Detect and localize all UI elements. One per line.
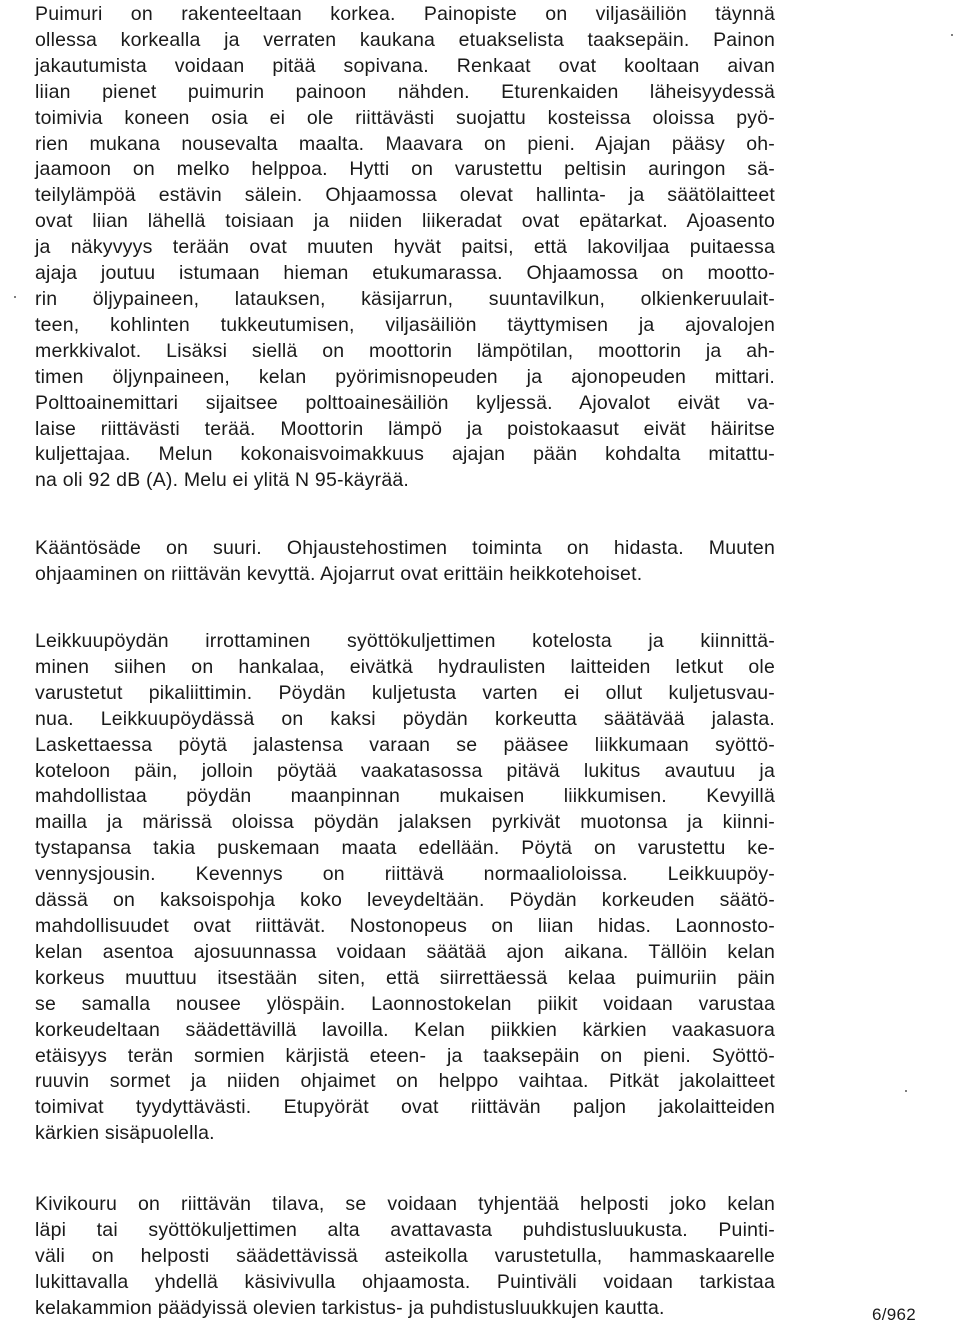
- text-line: na oli 92 dB (A). Melu ei ylitä N 95-käyrää.: [35, 469, 410, 492]
- text-line: kelakammion päädyissä olevien tarkistus- ja puhdistusluukkujen kautta.: [35, 1296, 665, 1319]
- text-line: Kivikouru on riittävän tilava, se voidaan tyhjentää helposti joko kelan: [35, 1193, 775, 1215]
- paragraph-cutting-table: [35, 629, 775, 1147]
- text-line: toimivia koneen osia ei ole riittävästi suojattu kosteissa oloissa pyö-: [35, 106, 775, 129]
- text-line: teen, kohlinten tukkeutumisen, viljasäiliön täyttymisen ja ajovalojen: [35, 313, 775, 336]
- text-line: Puimuri on rakenteeltaan korkea. Painopiste on viljasäiliön täynnä: [35, 3, 775, 25]
- text-line: Leikkuupöydän irrottaminen syöttökuljettimen kotelosta ja kiinnittä-: [35, 630, 775, 652]
- text-line: lukittavalla yhdellä käsivivulla ohjaamosta. Puintiväli voidaan tarkistaa: [35, 1270, 775, 1293]
- text-line: mahdollisuudet ovat riittävät. Nostonopeus on liian hidas. Laonnosto-: [35, 914, 775, 937]
- text-line: koteloon päin, jolloin pöytää vaakatasossa pitävä lukitus avautuu ja: [35, 759, 775, 782]
- text-line: etäisyys terän sormien kärjistä eteen- ja taaksepäin on pieni. Syöttö-: [35, 1044, 775, 1067]
- text-line: merkkivalot. Lisäksi siellä on moottorin lämpötilan, moottorin ja ah-: [35, 339, 775, 362]
- paragraph-steering: [35, 536, 775, 588]
- text-line: minen siihen on hankalaa, eivätkä hydraulisten laitteiden letkut ole: [35, 655, 775, 678]
- text-line: nua. Leikkuupöydässä on kaksi pöydän korkeutta säätävää jalasta.: [35, 707, 775, 730]
- paragraph-combine-structure: [35, 2, 775, 494]
- scan-speck: [905, 1090, 907, 1092]
- scan-speck: [951, 34, 953, 36]
- text-line: tystapansa takia puskemaan maata edellään. Pöytä on varustettu ke-: [35, 837, 775, 860]
- text-line: läpi tai syöttökuljettimen alta avattavasta puhdistusluukusta. Puinti-: [35, 1218, 775, 1241]
- text-line: timen öljynpaineen, kelan pyörimisnopeuden ja ajonopeuden mittari.: [35, 365, 775, 388]
- text-line: korkeus muuttuu itsestään siten, että siirrettäessä kelaa puimuriin päin: [35, 966, 775, 989]
- text-line: mailla ja märissä oloissa pöydän jalaksen pyrkivät muotonsa ja kiinni-: [35, 811, 775, 834]
- text-line: rien mukana nousevalta maalta. Maavara on pieni. Ajajan pääsy oh-: [35, 132, 775, 155]
- text-line: toimivat tyydyttävästi. Etupyörät ovat riittävän paljon jakolaitteiden: [35, 1096, 775, 1119]
- text-line: ollessa korkealla ja verraten kaukana etuakselista taaksepäin. Painon: [35, 28, 775, 51]
- text-line: kuljettajaa. Melun kokonaisvoimakkuus ajajan pään kohdalta mitattu-: [35, 443, 775, 466]
- text-line: teilylämpöä estävin sälein. Ohjaamossa olevat hallinta- ja säätölaitteet: [35, 184, 775, 207]
- text-line: kärkien sisäpuolella.: [35, 1122, 215, 1145]
- text-line: liian pienet puimurin painoon nähden. Eturenkaiden läheisyydessä: [35, 80, 775, 103]
- text-line: ovat liian lähellä toisiaan ja niiden liikeradat ovat epätarkat. Ajoasento: [35, 210, 775, 233]
- text-line: ruuvin sormet ja niiden ohjaimet on helppo vaihtaa. Pitkät jakolaitteet: [35, 1070, 775, 1093]
- text-line: dässä on kaksoispohja koko leveydeltään. Pöydän korkeuden säätö-: [35, 889, 775, 912]
- text-line: ohjaaminen on riittävän kevyttä. Ajojarrut ovat erittäin heikkotehoiset.: [35, 562, 643, 585]
- text-line: Polttoainemittari sijaitsee polttoainesäiliön kyljessä. Ajovalot eivät va-: [35, 391, 775, 414]
- text-line: mahdollistaa pöydän maanpinnan mukaisen liikkumisen. Kevyillä: [35, 785, 775, 808]
- text-line: vennysjousin. Kevennys on riittävä normaalioloissa. Leikkuupöy-: [35, 863, 775, 886]
- text-line: ja näkyvyys terään ovat muuten hyvät paitsi, että lakoviljaa puitaessa: [35, 236, 775, 259]
- paragraph-stone-trap: [35, 1192, 775, 1322]
- text-line: se samalla nousee ylöspäin. Laonnostokelan piikit voidaan varustaa: [35, 992, 775, 1015]
- page-number: 6/962: [872, 1305, 917, 1324]
- scan-speck: [14, 296, 16, 298]
- text-line: korkeudeltaan säädettävillä lavoilla. Kelan piikkien kärkien vaakasuora: [35, 1018, 775, 1041]
- text-line: jakautumista voidaan pitää sopivana. Renkaat ovat kooltaan aivan: [35, 54, 775, 77]
- text-line: Kääntösäde on suuri. Ohjaustehostimen toiminta on hidasta. Muuten: [35, 537, 775, 559]
- text-line: laise riittävästi terää. Moottorin lämpö ja poistokaasut eivät häiritse: [35, 417, 775, 440]
- text-line: väli on helposti säädettävissä asteikolla varustetulla, hammaskaarelle: [35, 1244, 775, 1267]
- text-line: kelan asentoa ajosuunnassa voidaan säätää ajon aikana. Tällöin kelan: [35, 940, 775, 963]
- text-line: jaamoon on melko helppoa. Hytti on varustettu peltisin auringon sä-: [35, 158, 775, 181]
- text-line: Laskettaessa pöytä jalastensa varaan se pääsee liikkumaan syöttö-: [35, 733, 775, 756]
- text-line: ajaja joutuu istumaan hieman etukumarassa. Ohjaamossa on mootto-: [35, 262, 775, 285]
- text-line: varustetut pikaliittimin. Pöydän kuljetusta varten ei ollut kuljetusvau-: [35, 681, 775, 704]
- text-line: rin öljypaineen, latauksen, käsijarrun, suuntavilkun, olkienkeruulait-: [35, 287, 775, 310]
